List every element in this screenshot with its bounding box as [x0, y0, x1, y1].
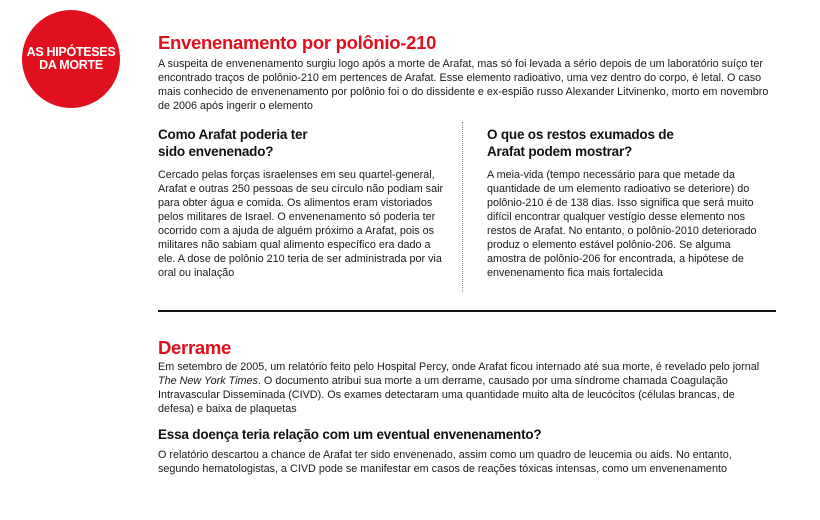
left-answer-text: Cercado pelas forças israelenses em seu quartel-general, Arafat e outras 250 pessoas de seu círculo não podiam sair para obter água e comida. Os alimentos eram vistoriados pelos militares de Israel. O envenenamento só poderia ter ocorrido com a ajuda de alguém próximo a Arafat, pois os militares não sabiam qual alimento específico era dado a ele. A dose de polônio 210 teria de ser administrada por via oral ou inalação	[158, 169, 444, 279]
left-heading-line-1: Como Arafat poderia ter	[158, 127, 308, 142]
right-question-heading	[487, 126, 777, 160]
section1-intro: A suspeita de envenenamento surgiu logo após a morte de Arafat, mas só foi levada a sério depois de um laboratório suíço ter encontrado traços de polônio-210 em pertences de Arafat. Esse elemento radioativo, uma vez dentro do corpo, é letal. O caso mais conhecido de envenenamento por polônio foi o do dissidente e ex-espião russo Alexander Litvinenko, morto em novembro de 2006 após ingerir o elemento	[158, 58, 769, 112]
section1-title: Envenenamento por polônio-210	[158, 32, 437, 53]
newspaper-name: The New York Times	[158, 375, 258, 387]
section2-body-part2: . O documento atribui sua morte a um derrame, causado por uma síndrome chamada Coagulação Intravascular Disseminada (CIVD). Os exames detectaram uma quantidade muito alta de leucócitos (células brancas, de defesa) e baixa de plaquetas	[158, 375, 735, 415]
section2-body	[158, 360, 770, 416]
badge-line-2: DA MORTE	[39, 58, 103, 72]
right-answer-text: A meia-vida (tempo necessário para que metade da quantidade de um elemento radioativo se deteriore) do polônio-210 é de 138 dias. Isso significa que será muito difícil encontrar qualquer vestígio desse elemento nos restos de Arafat. No entanto, o polônio-2010 deteriorado produz o elemento estável polônio-206. Se alguma amostra de polônio-206 for encontrada, a hipótese de envenenamento fica mais fortalecida	[487, 169, 757, 279]
left-heading-line-2: sido envenenado?	[158, 144, 274, 159]
section2-body-part1: Em setembro de 2005, um relatório feito pelo Hospital Percy, onde Arafat ficou internado até sua morte, é revelado pelo jornal	[158, 361, 760, 373]
right-heading-line-2: Arafat podem mostrar?	[487, 144, 633, 159]
section2-title: Derrame	[158, 337, 231, 358]
column-divider	[462, 122, 463, 292]
section2-question: Essa doença teria relação com um eventual envenenamento?	[158, 427, 542, 442]
section-badge	[22, 10, 120, 108]
section2-answer: O relatório descartou a chance de Arafat ter sido envenenado, assim como um quadro de leucemia ou aids. No entanto, segundo hematologistas, a CIVD pode se manifestar em casos de reações tóxicas intensas, como um envenenamento	[158, 449, 732, 475]
right-heading-line-1: O que os restos exumados de	[487, 127, 674, 142]
left-question-heading	[158, 126, 448, 160]
badge-line-1: AS HIPÓTESES	[26, 45, 116, 59]
section-divider	[158, 310, 776, 312]
